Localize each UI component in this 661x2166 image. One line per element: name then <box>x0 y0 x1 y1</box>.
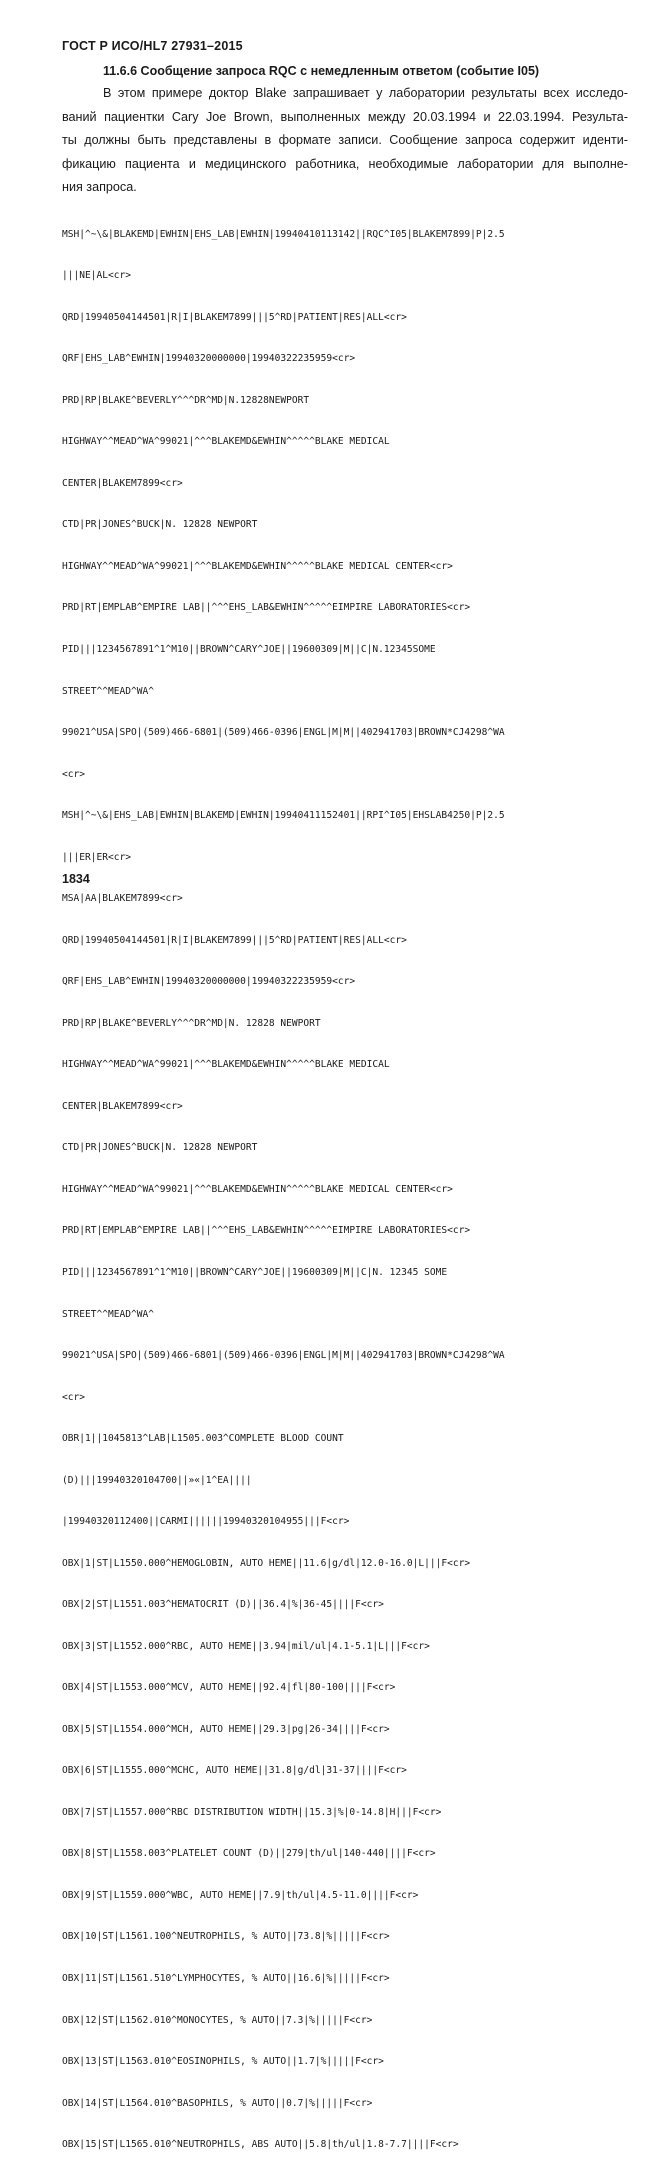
code-line: HIGHWAY^^MEAD^WA^99021|^^^BLAKEMD&EWHIN^^^^^BLAKE MEDICAL CENTER<cr> <box>62 560 453 572</box>
paragraph-line: В этом примере доктор Blake запрашивает у лаборатории результаты всех исследо- <box>103 86 628 100</box>
code-line: CENTER|BLAKEM7899<cr> <box>62 477 183 489</box>
code-line: HIGHWAY^^MEAD^WA^99021|^^^BLAKEMD&EWHIN^^^^^BLAKE MEDICAL <box>62 1059 390 1071</box>
code-line: OBX|9|ST|L1559.000^WBC, AUTO HEME||7.9|th/ul|4.5-11.0||||F<cr> <box>62 1889 419 1901</box>
code-line: OBX|13|ST|L1563.010^EOSINOPHILS, % AUTO||1.7|%|||||F<cr> <box>62 2056 384 2068</box>
code-line: |||ER|ER<cr> <box>62 851 131 863</box>
code-line: STREET^^MEAD^WA^ <box>62 1308 154 1320</box>
code-line: HIGHWAY^^MEAD^WA^99021|^^^BLAKEMD&EWHIN^^^^^BLAKE MEDICAL <box>62 436 390 448</box>
section-title: 11.6.6 Сообщение запроса RQC с немедленным ответом (событие I05) <box>103 64 540 78</box>
paragraph-line: ния запроса. <box>62 180 137 195</box>
document-header: ГОСТ Р ИСО/HL7 27931–2015 <box>62 39 243 53</box>
code-line: |||NE|AL<cr> <box>62 270 131 282</box>
code-line: QRF|EHS_LAB^EWHIN|19940320000000|19940322235959<cr> <box>62 353 356 365</box>
code-line: OBX|15|ST|L1565.010^NEUTROPHILS, ABS AUTO||5.8|th/ul|1.8-7.7||||F<cr> <box>62 2139 459 2151</box>
code-line: OBX|8|ST|L1558.003^PLATELET COUNT (D)||279|th/ul|140-440||||F<cr> <box>62 1848 436 1860</box>
code-line: OBX|6|ST|L1555.000^MCHC, AUTO HEME||31.8|g/dl|31-37||||F<cr> <box>62 1765 407 1777</box>
code-line: <cr> <box>62 1391 85 1403</box>
paragraph-line: ваний пациентки Cary Joe Brown, выполненных между 20.03.1994 и 22.03.1994. Результа- <box>62 109 628 124</box>
code-line: <cr> <box>62 768 85 780</box>
code-line: QRD|19940504144501|R|I|BLAKEM7899|||5^RD|PATIENT|RES|ALL<cr> <box>62 311 407 323</box>
page-number: 1834 <box>62 872 90 886</box>
code-line: PRD|RT|EMPLAB^EMPIRE LAB||^^^EHS_LAB&EWHIN^^^^^EIMPIRE LABORATORIES<cr> <box>62 602 471 614</box>
code-line: HIGHWAY^^MEAD^WA^99021|^^^BLAKEMD&EWHIN^^^^^BLAKE MEDICAL CENTER<cr> <box>62 1183 453 1195</box>
paragraph-line: ты должны быть представлены в формате записи. Сообщение запроса содержит иденти- <box>62 133 628 148</box>
code-line: PID|||1234567891^1^M10||BROWN^CARY^JOE||19600309|M||C|N. 12345 SOME <box>62 1266 448 1278</box>
code-line: (D)|||19940320104700||»«|1^EA|||| <box>62 1474 252 1486</box>
code-line: OBX|2|ST|L1551.003^HEMATOCRIT (D)||36.4|%|36-45||||F<cr> <box>62 1599 384 1611</box>
code-line: OBX|10|ST|L1561.100^NEUTROPHILS, % AUTO||73.8|%|||||F<cr> <box>62 1931 390 1943</box>
code-line: OBX|5|ST|L1554.000^MCH, AUTO HEME||29.3|pg|26-34||||F<cr> <box>62 1723 390 1735</box>
code-line: OBX|12|ST|L1562.010^MONOCYTES, % AUTO||7.3|%|||||F<cr> <box>62 2014 373 2026</box>
code-line: STREET^^MEAD^WA^ <box>62 685 154 697</box>
code-line: CENTER|BLAKEM7899<cr> <box>62 1100 183 1112</box>
code-line: PRD|RP|BLAKE^BEVERLY^^^DR^MD|N. 12828 NEWPORT <box>62 1017 321 1029</box>
paragraph-line: фикацию пациента и медицинского работника, необходимые лаборатории для выполне- <box>62 156 628 171</box>
code-line: QRF|EHS_LAB^EWHIN|19940320000000|19940322235959<cr> <box>62 976 356 988</box>
code-line: MSA|AA|BLAKEM7899<cr> <box>62 893 183 905</box>
code-line: 99021^USA|SPO|(509)466-6801|(509)466-0396|ENGL|M|M||402941703|BROWN*CJ4298^WA <box>62 727 505 739</box>
code-line: 99021^USA|SPO|(509)466-6801|(509)466-0396|ENGL|M|M||402941703|BROWN*CJ4298^WA <box>62 1350 505 1362</box>
code-line: PRD|RT|EMPLAB^EMPIRE LAB||^^^EHS_LAB&EWHIN^^^^^EIMPIRE LABORATORIES<cr> <box>62 1225 471 1237</box>
code-line: CTD|PR|JONES^BUCK|N. 12828 NEWPORT <box>62 1142 258 1154</box>
code-line: OBX|7|ST|L1557.000^RBC DISTRIBUTION WIDTH||15.3|%|0-14.8|H|||F<cr> <box>62 1806 442 1818</box>
code-line: PID|||1234567891^1^M10||BROWN^CARY^JOE||19600309|M||C|N.12345SOME <box>62 644 436 655</box>
code-line: OBX|1|ST|L1550.000^HEMOGLOBIN, AUTO HEME||11.6|g/dl|12.0-16.0|L|||F<cr> <box>62 1557 471 1569</box>
hl7-message-listing <box>62 200 637 2166</box>
code-line: |19940320112400||CARMI||||||19940320104955|||F<cr> <box>62 1516 350 1528</box>
code-line: MSH|^~\&|EHS_LAB|EWHIN|BLAKEMD|EWHIN|19940411152401||RPI^I05|EHSLAB4250|P|2.5 <box>62 810 505 822</box>
code-line: OBX|11|ST|L1561.510^LYMPHOCYTES, % AUTO||16.6|%|||||F<cr> <box>62 1973 390 1984</box>
code-line: PRD|RP|BLAKE^BEVERLY^^^DR^MD|N.12828NEWPORT <box>62 394 310 406</box>
code-line: QRD|19940504144501|R|I|BLAKEM7899|||5^RD|PATIENT|RES|ALL<cr> <box>62 934 407 946</box>
code-line: MSH|^~\&|BLAKEMD|EWHIN|EHS_LAB|EWHIN|19940410113142||RQC^I05|BLAKEM7899|P|2.5 <box>62 228 505 240</box>
code-line: OBX|14|ST|L1564.010^BASOPHILS, % AUTO||0.7|%|||||F<cr> <box>62 2097 373 2109</box>
code-line: OBX|3|ST|L1552.000^RBC, AUTO HEME||3.94|mil/ul|4.1-5.1|L|||F<cr> <box>62 1640 430 1652</box>
code-line: CTD|PR|JONES^BUCK|N. 12828 NEWPORT <box>62 519 258 531</box>
code-line: OBR|1||1045813^LAB|L1505.003^COMPLETE BLOOD COUNT <box>62 1433 344 1445</box>
code-line: OBX|4|ST|L1553.000^MCV, AUTO HEME||92.4|fl|80-100||||F<cr> <box>62 1682 396 1694</box>
intro-paragraph <box>62 82 628 200</box>
